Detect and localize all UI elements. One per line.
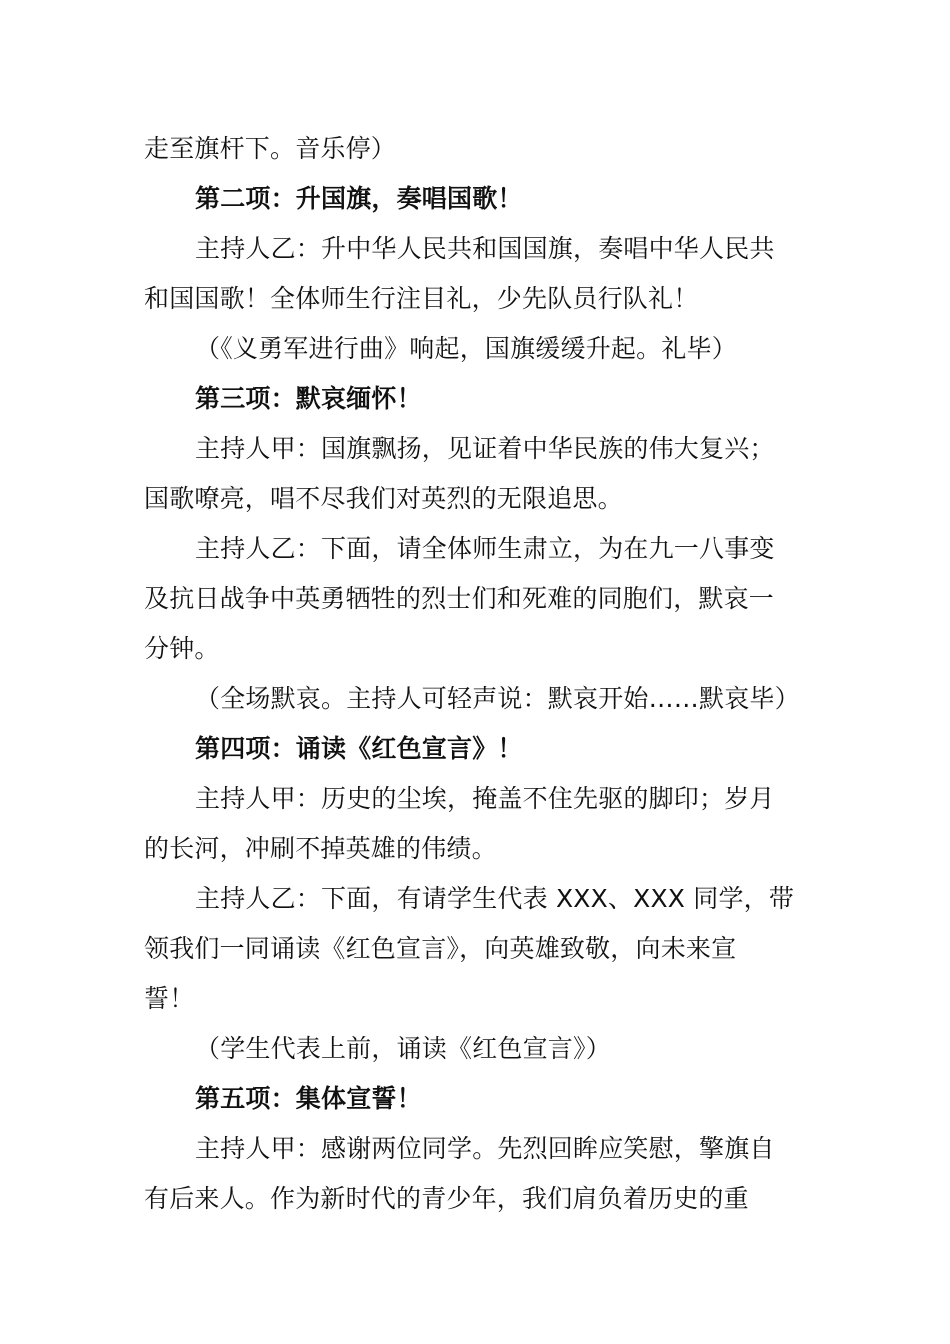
text-line: 主持人甲：历史的尘埃，掩盖不住先驱的脚印；岁月	[195, 784, 775, 813]
stage-direction: （学生代表上前，诵读《红色宣言》）	[195, 1034, 611, 1063]
text-line: 主持人甲：国旗飘扬，见证着中华民族的伟大复兴；	[195, 434, 775, 463]
text-line: 主持人乙：下面，请全体师生肃立，为在九一八事变	[195, 534, 775, 563]
text-line: 国歌嘹亮，唱不尽我们对英烈的无限追思。	[144, 484, 623, 513]
section-heading-4: 第四项：诵读《红色宣言》！	[195, 734, 523, 763]
text-line: 的长河，冲刷不掉英雄的伟绩。	[144, 834, 497, 863]
stage-direction: （全场默哀。主持人可轻声说：默哀开始……默哀毕）	[195, 684, 800, 713]
section-heading-2: 第二项：升国旗，奏唱国歌！	[195, 184, 523, 213]
text-line: 主持人乙：下面，有请学生代表 XXX、XXX 同学，带	[195, 884, 795, 913]
text-line: 有后来人。作为新时代的青少年，我们肩负着历史的重	[144, 1184, 749, 1213]
text-line: 主持人甲：感谢两位同学。先烈回眸应笑慰，擎旗自	[195, 1134, 775, 1163]
text-line: 走至旗杆下。音乐停）	[144, 134, 397, 163]
document-page	[144, 124, 808, 1224]
text-line: 主持人乙：升中华人民共和国国旗，奏唱中华人民共	[195, 234, 775, 263]
text-line: 领我们一同诵读《红色宣言》，向英雄致敬，向未来宣	[144, 934, 737, 963]
stage-direction: （《义勇军进行曲》响起，国旗缓缓升起。礼毕）	[195, 334, 737, 363]
text-line: 及抗日战争中英勇牺牲的烈士们和死难的同胞们，默哀一	[144, 584, 775, 613]
section-heading-3: 第三项：默哀缅怀！	[195, 384, 422, 413]
text-line: 誓！	[144, 984, 195, 1013]
text-line: 和国国歌！全体师生行注目礼，少先队员行队礼！	[144, 284, 699, 313]
section-heading-5: 第五项：集体宣誓！	[195, 1084, 422, 1113]
text-line: 分钟。	[144, 634, 220, 663]
